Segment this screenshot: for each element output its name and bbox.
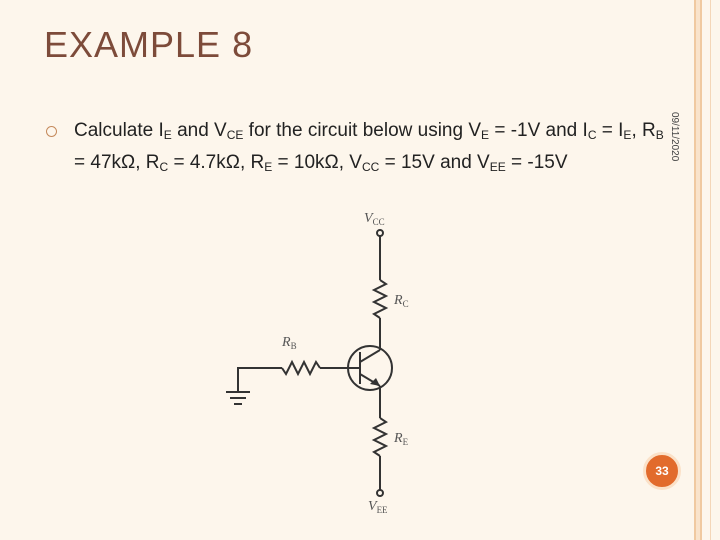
slide-title: EXAMPLE 8 xyxy=(44,24,254,65)
page-number-badge: 33 xyxy=(643,452,681,490)
bullet-icon xyxy=(46,126,57,137)
re-label: $R_E$ xyxy=(394,431,409,447)
ground-icon xyxy=(226,392,250,404)
decorative-rail-line xyxy=(710,0,711,540)
rc-label: $R_C$ xyxy=(394,293,409,309)
re-resistor xyxy=(374,418,386,456)
problem-statement: Calculate $I_E$ and $V_{CE}$ for the circuit below using $V_E = -1V$ and $I_C = I_E$, $R_B = 47k\Omega$, $R_C = 4.7k\Omega$, $R_E = 10k\Omega$, $V_{CC} = 15V$ and $V_{EE} = -15V$ xyxy=(74,120,664,174)
circuit-diagram xyxy=(210,200,440,520)
transistor-collector-lead xyxy=(360,350,380,362)
rb-label: $R_B$ xyxy=(282,335,297,351)
vcc-label: $V_{CC}$ xyxy=(364,211,385,227)
decorative-rail-line xyxy=(700,0,702,540)
rc-resistor xyxy=(374,280,386,318)
decorative-rail-line xyxy=(694,0,696,540)
vee-label: $V_{EE}$ xyxy=(368,499,388,515)
slide-date: 09/11/2020 xyxy=(669,112,680,162)
vcc-terminal xyxy=(377,230,383,236)
ground-wire xyxy=(238,368,282,392)
rb-resistor xyxy=(282,362,320,374)
vee-terminal xyxy=(377,490,383,496)
